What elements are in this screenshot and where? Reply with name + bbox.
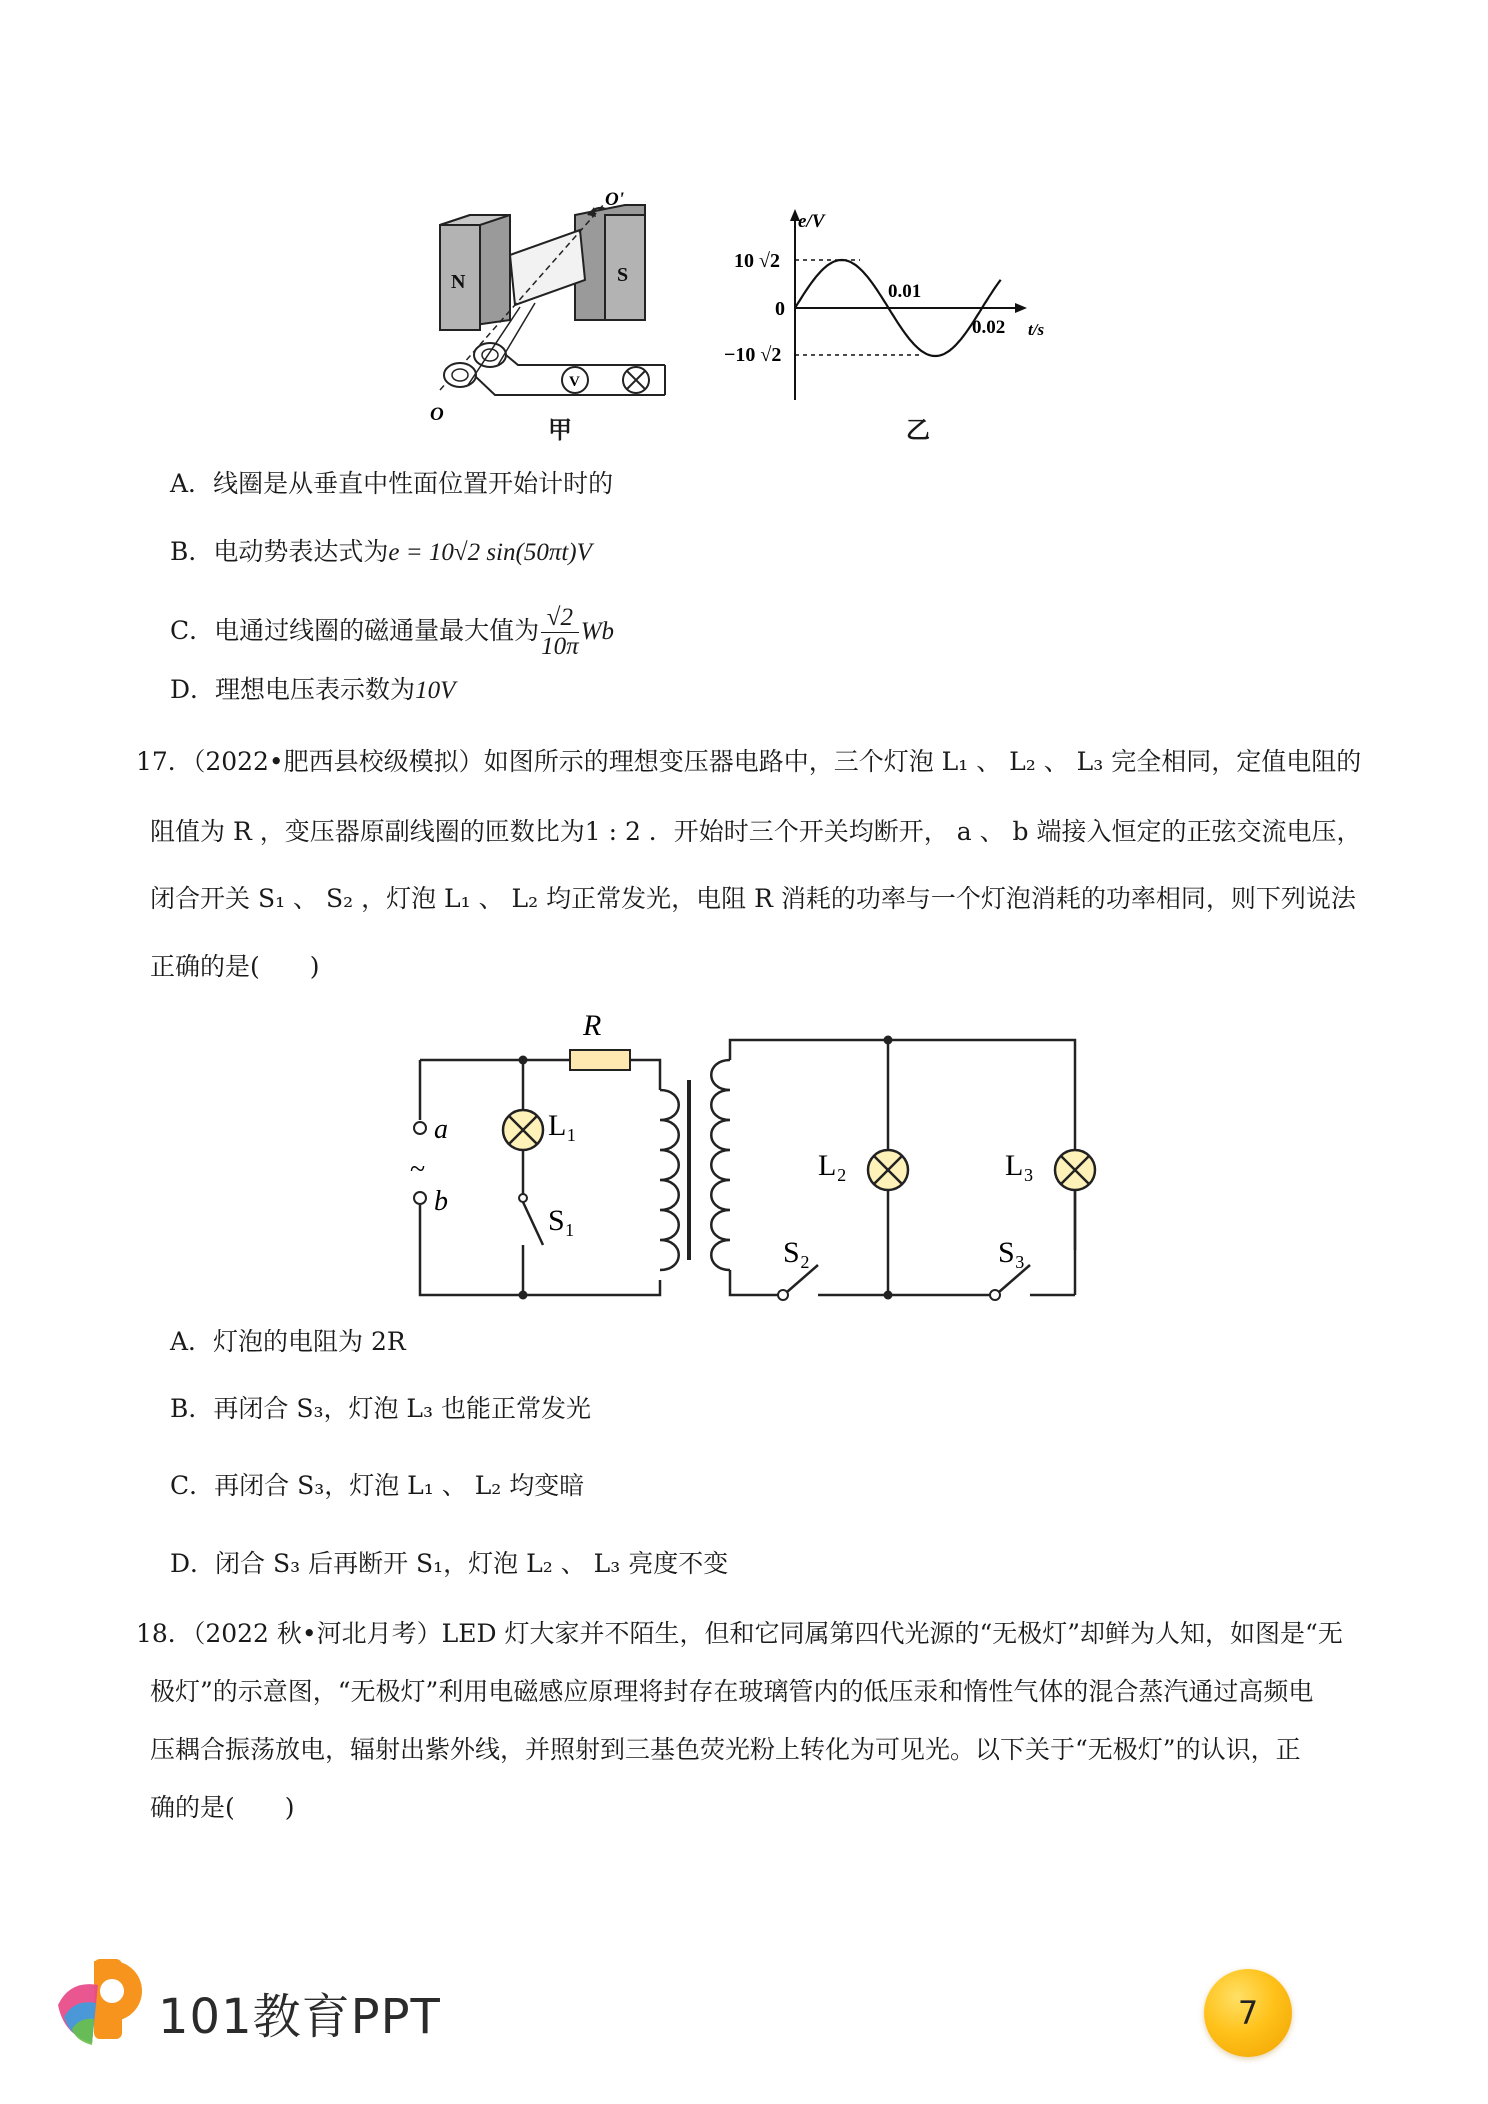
- q17-option-d: D．闭合 S₃ 后再断开 S₁，灯泡 L₂ 、 L₃ 亮度不变: [170, 1549, 729, 1578]
- q16-option-b-formula: e = 10√2 sin(50πt)V: [388, 539, 592, 566]
- q16-option-c-label: C．: [170, 616, 215, 645]
- lamp-l2-label: L₂: [818, 1149, 847, 1182]
- q16-option-c-fraction: [541, 604, 579, 661]
- magnet-north: [440, 215, 510, 330]
- q18-line-4: 确的是( ): [150, 1793, 295, 1822]
- fraction-denominator: 10π: [541, 633, 579, 660]
- switch-s2-label: S₂: [783, 1236, 811, 1269]
- switch-s1: [523, 1202, 543, 1245]
- x-tick-0.01: 0.01: [888, 281, 922, 302]
- secondary-coil: [711, 1060, 730, 1270]
- q16-option-c: [170, 595, 614, 668]
- q16-option-a-label: A．: [170, 469, 214, 498]
- lamp-l1-label: L₁: [548, 1109, 577, 1142]
- switch-s2: [787, 1265, 818, 1292]
- terminal-b-label: b: [434, 1186, 448, 1217]
- resistor-r: [570, 1050, 630, 1070]
- q16-option-d-text: 理想电压表示数为: [215, 675, 416, 704]
- fraction-numerator: √2: [541, 604, 579, 633]
- q17-circuit-diagram: [400, 1000, 1100, 1310]
- q18-number: 18．: [136, 1619, 193, 1648]
- primary-coil: [660, 1090, 679, 1270]
- q17-source: （2022•肥西县校级模拟）: [192, 747, 484, 776]
- q17-line-4: 正确的是( ): [150, 952, 320, 981]
- terminal-a: [414, 1122, 426, 1134]
- ac-tilde-label: ~: [410, 1154, 426, 1185]
- q16-option-c-text: 电通过线圈的磁通量最大值为: [214, 616, 540, 645]
- q16-option-b-text: 电动势表达式为: [213, 537, 389, 566]
- figure-jia-caption: 甲: [548, 416, 572, 444]
- y-axis-label: e/V: [798, 211, 825, 232]
- lamp-l3-label: L₃: [1005, 1149, 1034, 1182]
- q16-option-a-text: 线圈是从垂直中性面位置开始计时的: [213, 469, 614, 498]
- switch-s1-label: S₁: [548, 1204, 576, 1237]
- axis-bottom-label: O: [430, 404, 444, 425]
- q16-option-b: [170, 535, 592, 570]
- y-max-label: 10 √2: [734, 250, 780, 272]
- switch-s3-label: S₃: [998, 1236, 1026, 1269]
- q18-line-2: 极灯”的示意图，“无极灯”利用电磁感应原理将封存在玻璃管内的低压汞和惰性气体的混合蒸汽通过高频电: [150, 1677, 1314, 1706]
- x-axis-label: t/s: [1028, 320, 1045, 339]
- q17-option-c: C．再闭合 S₃，灯泡 L₁ 、 L₂ 均变暗: [170, 1471, 585, 1500]
- brand-name: 101教育PPT: [158, 1989, 441, 2045]
- q18-text-1: LED 灯大家并不陌生，但和它同属第四代光源的“无极灯”却鲜为人知，如图是“无: [441, 1619, 1343, 1648]
- q16-option-c-unit: Wb: [580, 618, 615, 645]
- x-tick-0.02: 0.02: [972, 317, 1006, 338]
- terminal-a-label: a: [434, 1114, 448, 1145]
- magnet-south: [575, 205, 645, 320]
- q18-source: （2022 秋•河北月考）: [192, 1619, 442, 1648]
- figure-yi-chart: [720, 205, 1070, 405]
- voltmeter-label: V: [569, 374, 580, 390]
- axis-top-label: O': [605, 189, 624, 210]
- q16-option-b-label: B．: [170, 537, 214, 566]
- switch-s3: [999, 1265, 1030, 1292]
- q16-option-d-label: D．: [170, 675, 216, 704]
- q17-text-1: 如图所示的理想变压器电路中，三个灯泡 L₁ 、 L₂ 、 L₃ 完全相同，定值电阻的: [483, 747, 1362, 776]
- q17-option-b: B．再闭合 S₃，灯泡 L₃ 也能正常发光: [170, 1394, 591, 1423]
- resistor-label: R: [583, 1009, 602, 1042]
- q17-line-3: 闭合开关 S₁ 、 S₂ ，灯泡 L₁ 、 L₂ 均正常发光，电阻 R 消耗的功率与一个灯泡消耗的功率相同，则下列说法: [150, 884, 1356, 913]
- magnet-south-label: S: [617, 264, 629, 286]
- y-zero-label: 0: [775, 298, 785, 320]
- brand-logo-icon: [50, 1955, 145, 2050]
- q18-line-3: 压耦合振荡放电，辐射出紫外线，并照射到三基色荧光粉上转化为可见光。以下关于“无极灯”的认识，正: [150, 1735, 1301, 1764]
- q17-line-2: 阻值为 R ，变压器原副线圈的匝数比为1 : 2 ．开始时三个开关均断开， a 、 b 端接入恒定的正弦交流电压，: [150, 817, 1362, 846]
- magnet-north-label: N: [451, 271, 466, 293]
- figure-yi-caption: 乙: [906, 416, 930, 444]
- q17-line-1: [136, 745, 1361, 779]
- q16-option-a: [170, 467, 613, 501]
- page-number-badge: 7: [1204, 1969, 1292, 2057]
- terminal-b: [414, 1192, 426, 1204]
- figure-jia-generator: [410, 185, 670, 435]
- q18-line-1: [136, 1617, 1343, 1651]
- y-min-label: −10 √2: [724, 344, 782, 366]
- q16-option-d: [170, 673, 455, 708]
- x-axis-arrow-icon: [1015, 303, 1027, 313]
- q17-number: 17．: [136, 747, 193, 776]
- q17-option-a: A．灯泡的电阻为 2R: [170, 1327, 406, 1356]
- q16-option-d-value: 10V: [415, 677, 456, 704]
